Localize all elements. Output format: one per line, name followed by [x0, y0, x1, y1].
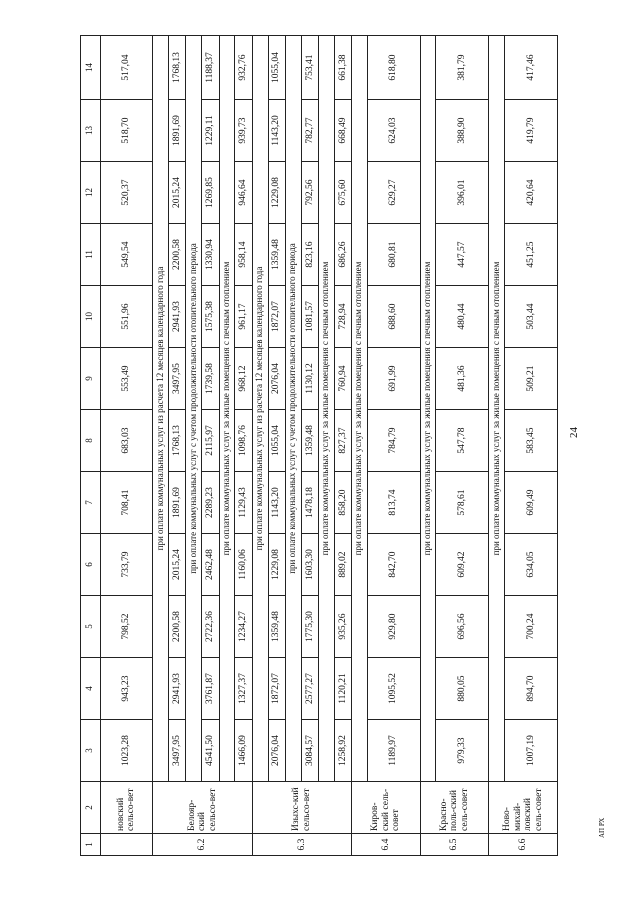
- footer-mark: АП РХ: [598, 817, 606, 838]
- value-cell: 634,05: [505, 534, 558, 596]
- district-name-cell: новский сельсо-вет: [100, 782, 153, 834]
- value-cell: 549,54: [100, 224, 153, 286]
- value-cell: 1055,04: [268, 36, 285, 100]
- value-cell: 1258,92: [334, 720, 351, 782]
- value-cell: 509,21: [505, 348, 558, 410]
- band-row: [219, 36, 235, 856]
- header-cell: 9: [81, 348, 101, 410]
- band-row: [489, 36, 505, 856]
- condition-label: при оплате коммунальных услуг за жилые помещения с печным отоплением: [420, 36, 436, 782]
- value-cell: 1007,19: [505, 720, 558, 782]
- value-cell: 979,33: [436, 720, 489, 782]
- table-row: [334, 36, 351, 856]
- band-row: [252, 36, 268, 856]
- value-cell: 1891,69: [169, 472, 186, 534]
- value-cell: 683,03: [100, 410, 153, 472]
- header-row: [81, 36, 101, 856]
- value-cell: 961,17: [235, 286, 252, 348]
- value-cell: 388,90: [436, 100, 489, 162]
- value-cell: 609,42: [436, 534, 489, 596]
- value-cell: 1143,20: [268, 472, 285, 534]
- value-cell: 939,73: [235, 100, 252, 162]
- value-cell: 1130,12: [301, 348, 318, 410]
- table-row: [268, 36, 285, 856]
- item-number-cell: 6.6: [489, 834, 558, 856]
- value-cell: 2015,24: [169, 162, 186, 224]
- district-name-cell: Красно-поль-ский сель-совет: [420, 782, 489, 834]
- condition-label: при оплате коммунальных услуг с учетом продолжительности отопительного периода: [285, 36, 301, 782]
- condition-label: при оплате коммунальных услуг за жилые помещения с печным отоплением: [219, 36, 235, 782]
- band-row: [153, 36, 169, 856]
- value-cell: 1330,94: [202, 224, 219, 286]
- value-cell: 2076,04: [268, 720, 285, 782]
- value-cell: 1229,11: [202, 100, 219, 162]
- value-cell: 553,49: [100, 348, 153, 410]
- district-name-cell: Киров-ский сель-совет: [351, 782, 420, 834]
- header-cell: 7: [81, 472, 101, 534]
- band-row: [420, 36, 436, 856]
- value-cell: 929,80: [367, 596, 420, 658]
- value-cell: 894,70: [505, 658, 558, 720]
- value-cell: 1160,06: [235, 534, 252, 596]
- value-cell: 946,64: [235, 162, 252, 224]
- value-cell: 520,37: [100, 162, 153, 224]
- value-cell: 1872,07: [268, 658, 285, 720]
- value-cell: 1234,27: [235, 596, 252, 658]
- header-cell: 10: [81, 286, 101, 348]
- value-cell: 3084,57: [301, 720, 318, 782]
- value-cell: 1768,13: [169, 36, 186, 100]
- value-cell: 578,61: [436, 472, 489, 534]
- value-cell: 958,14: [235, 224, 252, 286]
- value-cell: 935,26: [334, 596, 351, 658]
- table-row: [436, 36, 489, 856]
- value-cell: 1891,69: [169, 100, 186, 162]
- table-row: [169, 36, 186, 856]
- value-cell: 1188,37: [202, 36, 219, 100]
- condition-label: при оплате коммунальных услуг за жилые помещения с печным отоплением: [351, 36, 367, 782]
- value-cell: 618,80: [367, 36, 420, 100]
- band-row: [351, 36, 367, 856]
- district-name-cell: Изыхс-кий сельсо-вет: [252, 782, 351, 834]
- band-row: [186, 36, 202, 856]
- value-cell: 858,20: [334, 472, 351, 534]
- district-name-cell: Белояр-ский сельсо-вет: [153, 782, 252, 834]
- header-cell: 8: [81, 410, 101, 472]
- value-cell: 2076,04: [268, 348, 285, 410]
- header-cell: 12: [81, 162, 101, 224]
- value-cell: 1229,08: [268, 162, 285, 224]
- value-cell: 417,46: [505, 36, 558, 100]
- value-cell: 792,56: [301, 162, 318, 224]
- value-cell: 1359,48: [268, 596, 285, 658]
- value-cell: 2015,24: [169, 534, 186, 596]
- header-cell: 1: [81, 834, 101, 856]
- condition-label: при оплате коммунальных услуг из расчета 12 месяцев календарного года: [252, 36, 268, 782]
- item-number-cell: 6.3: [252, 834, 351, 856]
- value-cell: 696,56: [436, 596, 489, 658]
- item-number-cell: [100, 834, 153, 856]
- value-cell: 782,77: [301, 100, 318, 162]
- value-cell: 675,60: [334, 162, 351, 224]
- header-cell: 2: [81, 782, 101, 834]
- value-cell: 680,81: [367, 224, 420, 286]
- district-name-cell: Ново-михай-ловский сель-совет: [489, 782, 558, 834]
- value-cell: 1739,58: [202, 348, 219, 410]
- table-row: [202, 36, 219, 856]
- header-cell: 6: [81, 534, 101, 596]
- value-cell: 1359,48: [268, 224, 285, 286]
- value-cell: 609,49: [505, 472, 558, 534]
- condition-label: при оплате коммунальных услуг за жилые помещения с печным отоплением: [318, 36, 334, 782]
- value-cell: 1081,57: [301, 286, 318, 348]
- value-cell: 419,79: [505, 100, 558, 162]
- value-cell: 1775,30: [301, 596, 318, 658]
- value-cell: 4541,50: [202, 720, 219, 782]
- value-cell: 1327,37: [235, 658, 252, 720]
- table-body: [81, 36, 558, 856]
- page-number: 24: [568, 427, 580, 438]
- header-cell: 11: [81, 224, 101, 286]
- value-cell: 798,52: [100, 596, 153, 658]
- value-cell: 1478,18: [301, 472, 318, 534]
- value-cell: 480,44: [436, 286, 489, 348]
- value-cell: 880,05: [436, 658, 489, 720]
- value-cell: 517,04: [100, 36, 153, 100]
- value-cell: 943,23: [100, 658, 153, 720]
- header-cell: 14: [81, 36, 101, 100]
- value-cell: 2577,27: [301, 658, 318, 720]
- value-cell: 2200,58: [169, 596, 186, 658]
- tariff-table-wrapper: [80, 36, 558, 856]
- value-cell: 503,44: [505, 286, 558, 348]
- value-cell: 733,79: [100, 534, 153, 596]
- value-cell: 1129,43: [235, 472, 252, 534]
- value-cell: 1872,07: [268, 286, 285, 348]
- value-cell: 451,25: [505, 224, 558, 286]
- header-cell: 13: [81, 100, 101, 162]
- value-cell: 784,79: [367, 410, 420, 472]
- value-cell: 2462,48: [202, 534, 219, 596]
- band-row: [285, 36, 301, 856]
- value-cell: 381,79: [436, 36, 489, 100]
- value-cell: 1098,76: [235, 410, 252, 472]
- table-row: [235, 36, 252, 856]
- value-cell: 629,27: [367, 162, 420, 224]
- value-cell: 932,76: [235, 36, 252, 100]
- header-cell: 3: [81, 720, 101, 782]
- value-cell: 1359,48: [301, 410, 318, 472]
- value-cell: 813,74: [367, 472, 420, 534]
- value-cell: 1466,09: [235, 720, 252, 782]
- value-cell: 583,45: [505, 410, 558, 472]
- value-cell: 1055,04: [268, 410, 285, 472]
- value-cell: 1768,13: [169, 410, 186, 472]
- value-cell: 1603,30: [301, 534, 318, 596]
- value-cell: 420,64: [505, 162, 558, 224]
- value-cell: 823,16: [301, 224, 318, 286]
- value-cell: 3761,87: [202, 658, 219, 720]
- value-cell: 2289,23: [202, 472, 219, 534]
- value-cell: 728,94: [334, 286, 351, 348]
- table-row: [505, 36, 558, 856]
- value-cell: 1269,85: [202, 162, 219, 224]
- value-cell: 661,38: [334, 36, 351, 100]
- table-row: [367, 36, 420, 856]
- tariff-table: [80, 35, 558, 856]
- value-cell: 686,26: [334, 224, 351, 286]
- header-cell: 4: [81, 658, 101, 720]
- value-cell: 3497,95: [169, 720, 186, 782]
- item-number-cell: 6.4: [351, 834, 420, 856]
- value-cell: 827,37: [334, 410, 351, 472]
- value-cell: 760,94: [334, 348, 351, 410]
- value-cell: 1575,38: [202, 286, 219, 348]
- header-cell: 5: [81, 596, 101, 658]
- value-cell: 1189,97: [367, 720, 420, 782]
- value-cell: 708,41: [100, 472, 153, 534]
- table-row: [301, 36, 318, 856]
- value-cell: 447,57: [436, 224, 489, 286]
- value-cell: 1023,28: [100, 720, 153, 782]
- value-cell: 396,01: [436, 162, 489, 224]
- value-cell: 968,12: [235, 348, 252, 410]
- table-row: [100, 36, 153, 856]
- value-cell: 700,24: [505, 596, 558, 658]
- value-cell: 518,70: [100, 100, 153, 162]
- value-cell: 1120,21: [334, 658, 351, 720]
- value-cell: 1143,20: [268, 100, 285, 162]
- value-cell: 889,02: [334, 534, 351, 596]
- value-cell: 2722,36: [202, 596, 219, 658]
- value-cell: 624,03: [367, 100, 420, 162]
- value-cell: 551,96: [100, 286, 153, 348]
- value-cell: 3497,95: [169, 348, 186, 410]
- value-cell: 668,49: [334, 100, 351, 162]
- condition-label: при оплате коммунальных услуг из расчета 12 месяцев календарного года: [153, 36, 169, 782]
- value-cell: 688,60: [367, 286, 420, 348]
- band-row: [318, 36, 334, 856]
- value-cell: 1229,08: [268, 534, 285, 596]
- value-cell: 691,99: [367, 348, 420, 410]
- value-cell: 842,70: [367, 534, 420, 596]
- value-cell: 2115,97: [202, 410, 219, 472]
- value-cell: 1095,52: [367, 658, 420, 720]
- condition-label: при оплате коммунальных услуг за жилые помещения с печным отоплением: [489, 36, 505, 782]
- item-number-cell: 6.2: [153, 834, 252, 856]
- item-number-cell: 6.5: [420, 834, 489, 856]
- value-cell: 547,78: [436, 410, 489, 472]
- value-cell: 2941,93: [169, 286, 186, 348]
- condition-label: при оплате коммунальных услуг с учетом продолжительности отопительного периода: [186, 36, 202, 782]
- value-cell: 481,36: [436, 348, 489, 410]
- value-cell: 753,41: [301, 36, 318, 100]
- value-cell: 2200,58: [169, 224, 186, 286]
- value-cell: 2941,93: [169, 658, 186, 720]
